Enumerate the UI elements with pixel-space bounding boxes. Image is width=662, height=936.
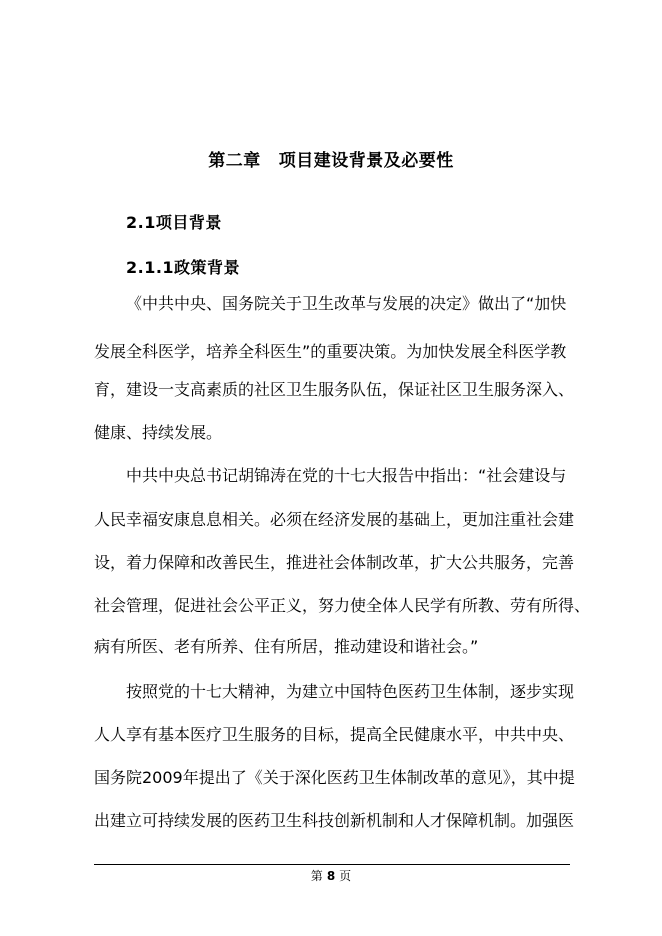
page-number — [0, 867, 662, 884]
paragraph-line: 设，着力保障和改善民生，推进社会体制改革，扩大公共服务，完善 — [94, 553, 575, 572]
page-number-suffix: 页 — [339, 869, 352, 883]
chapter-number: 第二章 — [208, 151, 261, 171]
chapter-name: 项目建设背景及必要性 — [278, 151, 454, 171]
paragraph-line: 发展全科医学，培养全科医生”的重要决策。为加快发展全科医学教 — [94, 342, 567, 361]
paragraph-line: 出建立可持续发展的医药卫生科技创新机制和人才保障机制。加强医 — [94, 811, 575, 830]
paragraph-line: 社会管理，促进社会公平正义，努力使全体人民学有所教、劳有所得、 — [94, 596, 591, 615]
footer-divider — [94, 864, 570, 865]
paragraph-line: 人人享有基本医疗卫生服务的目标，提高全民健康水平，中共中央、 — [94, 725, 575, 744]
paragraph-line: 育，建设一支高素质的社区卫生服务队伍，保证社区卫生服务深入、 — [94, 380, 575, 399]
paragraph-line: 人民幸福安康息息相关。必须在经济发展的基础上，更加注重社会建 — [94, 510, 575, 529]
paragraph-line: 国务院2009年提出了《关于深化医药卫生体制改革的意见》，其中提 — [94, 768, 575, 787]
paragraph-line: 中共中央总书记胡锦涛在党的十七大报告中指出：“社会建设与 — [126, 466, 567, 485]
section-heading-2-1: 2.1项目背景 — [126, 213, 222, 232]
paragraph-line: 按照党的十七大精神，为建立中国特色医药卫生体制，逐步实现 — [126, 682, 575, 701]
page-number-value: 8 — [326, 869, 336, 883]
paragraph-line: 《中共中央、国务院关于卫生改革与发展的决定》做出了“加快 — [126, 294, 567, 313]
paragraph-line: 健康、持续发展。 — [94, 423, 223, 442]
chapter-title — [0, 146, 662, 171]
paragraph-line: 病有所医、老有所养、住有所居，推动建设和谐社会。” — [94, 637, 479, 656]
section-heading-2-1-1: 2.1.1政策背景 — [126, 258, 241, 277]
page-number-prefix: 第 — [310, 869, 323, 883]
